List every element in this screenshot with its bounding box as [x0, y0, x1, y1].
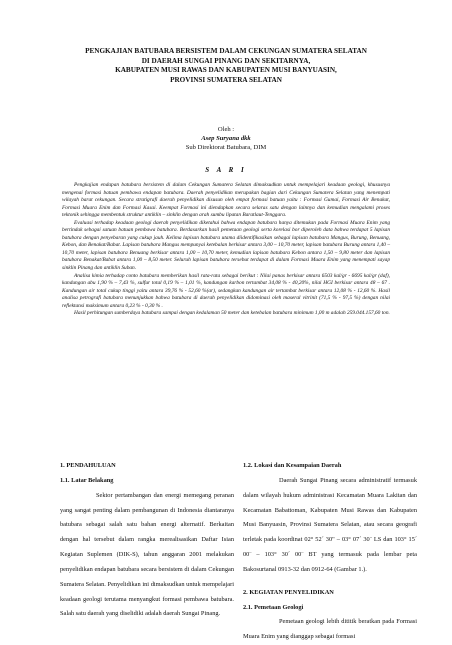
title-line: PENGKAJIAN BATUBARA BERSISTEM DALAM CEKUNGAN SUMATERA SELATAN — [85, 47, 367, 55]
abstract-paragraph: Analisa kimia terhadap conto batubara memberikan hasil rata-rata sebagai berikut : Nilai panas berkisar antara 6503 kal/gr - 6695 kal/gr (daf), kandungan abu 1,90 % – 7,43 %, sulfur total 0,19 % – 1,01 %, kandungan karbon tertambat 34,08 % - 40,20%, nilai HGI berkisar antara 48 – 67 . Kandungan air total cukup tinggi yaitu antara 39,76 % - 52,60 %(ar), sedangkan kandungan air tertambat berkisar antara 12,08 % - 12,60 %. Hasil analisa petrografi batubara menunjukkan bahwa batubara di daerah penyelidikan didominasi oleh maseral vitrinit (71,5 % - 97,5 %) dengan nilai reflektansi maksimum antara 0,23 % - 0,30 % . — [62, 272, 390, 309]
subsection-heading: 2.1. Pemetaan Geologi — [243, 603, 304, 611]
subsection-heading: 1.1. Latar Belakang — [60, 476, 114, 484]
title-line: DI DAERAH SUNGAI PINANG DAN SEKITARNYA, — [141, 56, 311, 65]
left-column — [60, 459, 234, 622]
subsection-heading: 1.2. Lokasi dan Kesampaian Daerah — [243, 462, 342, 469]
right-column — [243, 459, 417, 645]
section-heading: 2. KEGIATAN PENYELIDIKAN — [243, 588, 334, 596]
title-line: PROVINSI SUMATERA SELATAN — [170, 75, 282, 84]
author-block — [40, 125, 412, 153]
abstract-paragraph: Hasil perhitungan sumberdaya batubara sampai dengan kedalaman 50 meter dan ketebalan batubara minimum 1,00 m adalah 259.044.157,60 ton. — [74, 310, 390, 317]
author-name: Asep Suryana dkk — [201, 135, 251, 143]
spacer — [243, 578, 417, 586]
abstract-paragraph: Pengkajian endapan batubara bersistem di dalam Cekungan Sumatera Selatan dimaksudkan untuk mempelajari keadaan geologi, khususnya mengenai formasi batuan pembawa endapan batubara. Daerah penyelidikan merupakan bagian dari Cekungan Sumatera Selatan yang menempati wilayah barat cekungan. Secara stratigrafi daerah penyelidikan disusun oleh empat formasi batuan yaitu : Formasi Gumai, Formasi Air Benakat, Formasi Muara Enim dan Formasi Kasai. Keempat Formasi ini diendapkan secara selaras satu dengan lainnya dan kemudian mengalami proses tektonik sehingga membentuk struktur antiklin – sinklin dengan arah sumbu lipatan Baratlaut-Tenggara. — [62, 182, 390, 219]
body-paragraph: Sektor pertambangan dan energi memegang peranan yang sangat penting dalam pembangunan di Indonesia diantaranya batubara sebagai salah satu bahan energi alternatif. Berkaitan dengan hal tersebut dalam rangka merealisasikan Daftar Isian Kegiatan Suplemen (DIK-S), tahun anggaran 2001 melakukan penyelidikan endapan batubara secara bersistem di dalam Cekungan Sumatera Selatan. Penyelidikan ini dimaksudkan untuk mempelajari keadaan geologi terutama menyangkut formasi pembawa batubara. Salah satu daerah yang diselidiki adalah daerah Sungai Pinang. — [60, 491, 234, 618]
abstract-paragraph: Evaluasi terhadap keadaan geologi daerah penyelidikan diketahui bahwa endapan batubara hanya ditemukan pada Formasi Muara Enim yang bertindak sebagai satuan batuan pembawa batubara. Berdasarkan hasil pemetaan geologi serta korelasi bor diperoleh data bahwa terdapat 5 lapisan batubara dengan penyebaran yang cukup jauh. Kelima lapisan batubara utama diidentifikasikan sebagai lapisan batubara Mangus, Burung, Benuang, Kebon, dan Benakat/Babat. Lapisan batubara Mangus mempunyai ketebalan berkisar antara 3,00 – 10,70 meter, lapisan batubara Burung antara 1,40 – 10,70 meter, lapisan batubara Benuang berkisar antara 1,00 – 10,70 meter, kemudian lapisan batubara Kebon antara 1,50 – 9,80 meter dan lapisan batubara Benakat/Babat antara 1,00 – 8,50 meter. Seluruh lapisan batubara tersebut terdapat di dalam Formasi Muara Enim yang menempati sayap sinklin Pinang dan antiklin Suban. — [62, 219, 390, 272]
body-paragraph: Daerah Sungai Pinang secara administratif termasuk dalam wilayah hukum administrasi Kecamatan Muara Lakitan dan Kecamatan Babattoman, Kabupaten Musi Rawas dan Kabupaten Musi Banyuasin, Provinsi Sumatera Selatan, atau secara geografi terletak pada koordinat 02° 52´ 30" – 03° 07´ 30¨ LS dan 103° 15´ 00¨ – 103° 30´ 00¨ BT yang termasuk pada lembar peta Bakosurtanal 0913-32 dan 0912-64 (Gambar 1.). — [243, 476, 417, 573]
abstract — [62, 182, 390, 318]
author-affiliation: Sub Direktorat Batubara, DIM — [185, 144, 267, 152]
body-paragraph: Pemetaan geologi lebih dititik beratkan pada Formasi Muara Enim yang dianggap sebagai formasi — [243, 618, 417, 641]
oleh-label: Oleh : — [217, 126, 235, 133]
paper-title — [40, 47, 412, 85]
abstract-heading: S A R I — [205, 166, 247, 174]
section-heading: 1. PENDAHULUAN — [60, 462, 116, 469]
title-line: KABUPATEN MUSI RAWAS DAN KABUPATEN MUSI BANYUASIN, — [115, 66, 337, 75]
